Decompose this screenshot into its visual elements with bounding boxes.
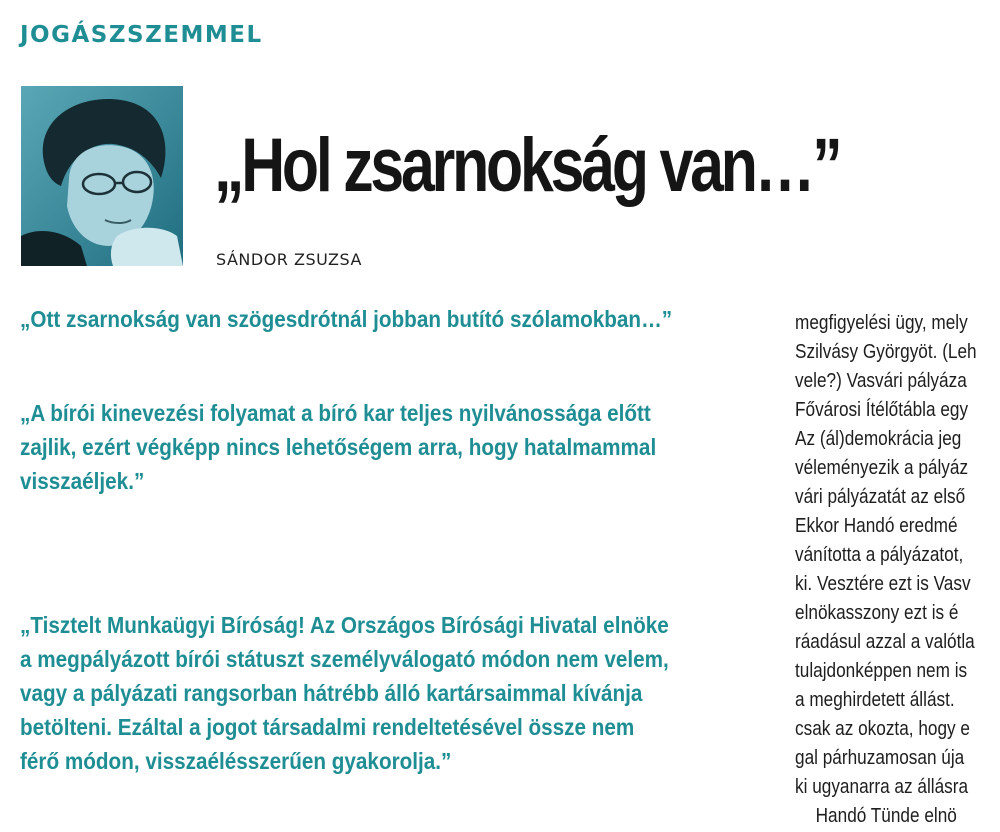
quote-1-line-1: „Ott zsarnokság van szögesdrótnál jobban butító szólamokban…”: [20, 306, 673, 332]
portrait-photo-icon: [21, 86, 183, 266]
body-line: Handó Tünde elnö: [815, 805, 957, 827]
body-line: Az (ál)demokrácia jeg: [795, 428, 962, 450]
article-author: SÁNDOR ZSUZSA: [216, 250, 362, 269]
body-line: vári pályázatát az első: [795, 486, 966, 508]
body-line: elnökasszony ezt is é: [795, 602, 959, 624]
quote-2-line-1: „A bírói kinevezési folyamat a bíró kar teljes nyilvánossága előtt: [20, 400, 651, 426]
quote-3-line-5: férő módon, visszaélésszerűen gyakorolja.”: [20, 748, 452, 774]
body-line: ki ugyanarra az állásra: [795, 776, 969, 798]
quote-3-line-1: „Tisztelt Munkaügyi Bíróság! Az Országos Bírósági Hivatal elnöke: [20, 612, 669, 638]
body-line: tulajdonképpen nem is: [795, 660, 968, 682]
section-label: JOGÁSZSZEMMEL: [20, 22, 263, 48]
body-line: megfigyelési ügy, mely: [795, 312, 968, 334]
quote-3-line-2: a megpályázott bírói státuszt személyválogató módon nem velem,: [20, 646, 669, 672]
body-line: véleményezik a pályáz: [795, 457, 969, 479]
quote-3-line-4: betölteni. Ezáltal a jogot társadalmi rendeltetésével össze nem: [20, 714, 635, 740]
body-line: a meghirdetett állást.: [795, 689, 955, 711]
body-line: Ekkor Handó eredmé: [795, 515, 958, 537]
body-line: vele?) Vasvári pályáza: [795, 370, 967, 392]
quote-2-line-3: visszaéljek.”: [20, 468, 145, 494]
body-line: ki. Vesztére ezt is Vasv: [795, 573, 971, 595]
body-line: vánította a pályázatot,: [795, 544, 964, 566]
author-portrait: [21, 86, 183, 266]
quote-2-line-2: zajlik, ezért végképp nincs lehetőségem arra, hogy hatalmammal: [20, 434, 657, 460]
body-line: Fővárosi Ítélőtábla egy: [795, 399, 969, 421]
article-title: „Hol zsarnokság van…”: [214, 123, 840, 208]
body-line: ráadásul azzal a valótla: [795, 631, 975, 653]
body-line: csak az okozta, hogy e: [795, 718, 970, 740]
article-body-column: [795, 312, 1000, 832]
quote-3-line-3: vagy a pályázati rangsorban hátrébb álló kartársaimmal kívánja: [20, 680, 643, 706]
body-line: gal párhuzamosan úja: [795, 747, 965, 769]
body-line: Szilvásy Györgyöt. (Leh: [795, 341, 977, 363]
